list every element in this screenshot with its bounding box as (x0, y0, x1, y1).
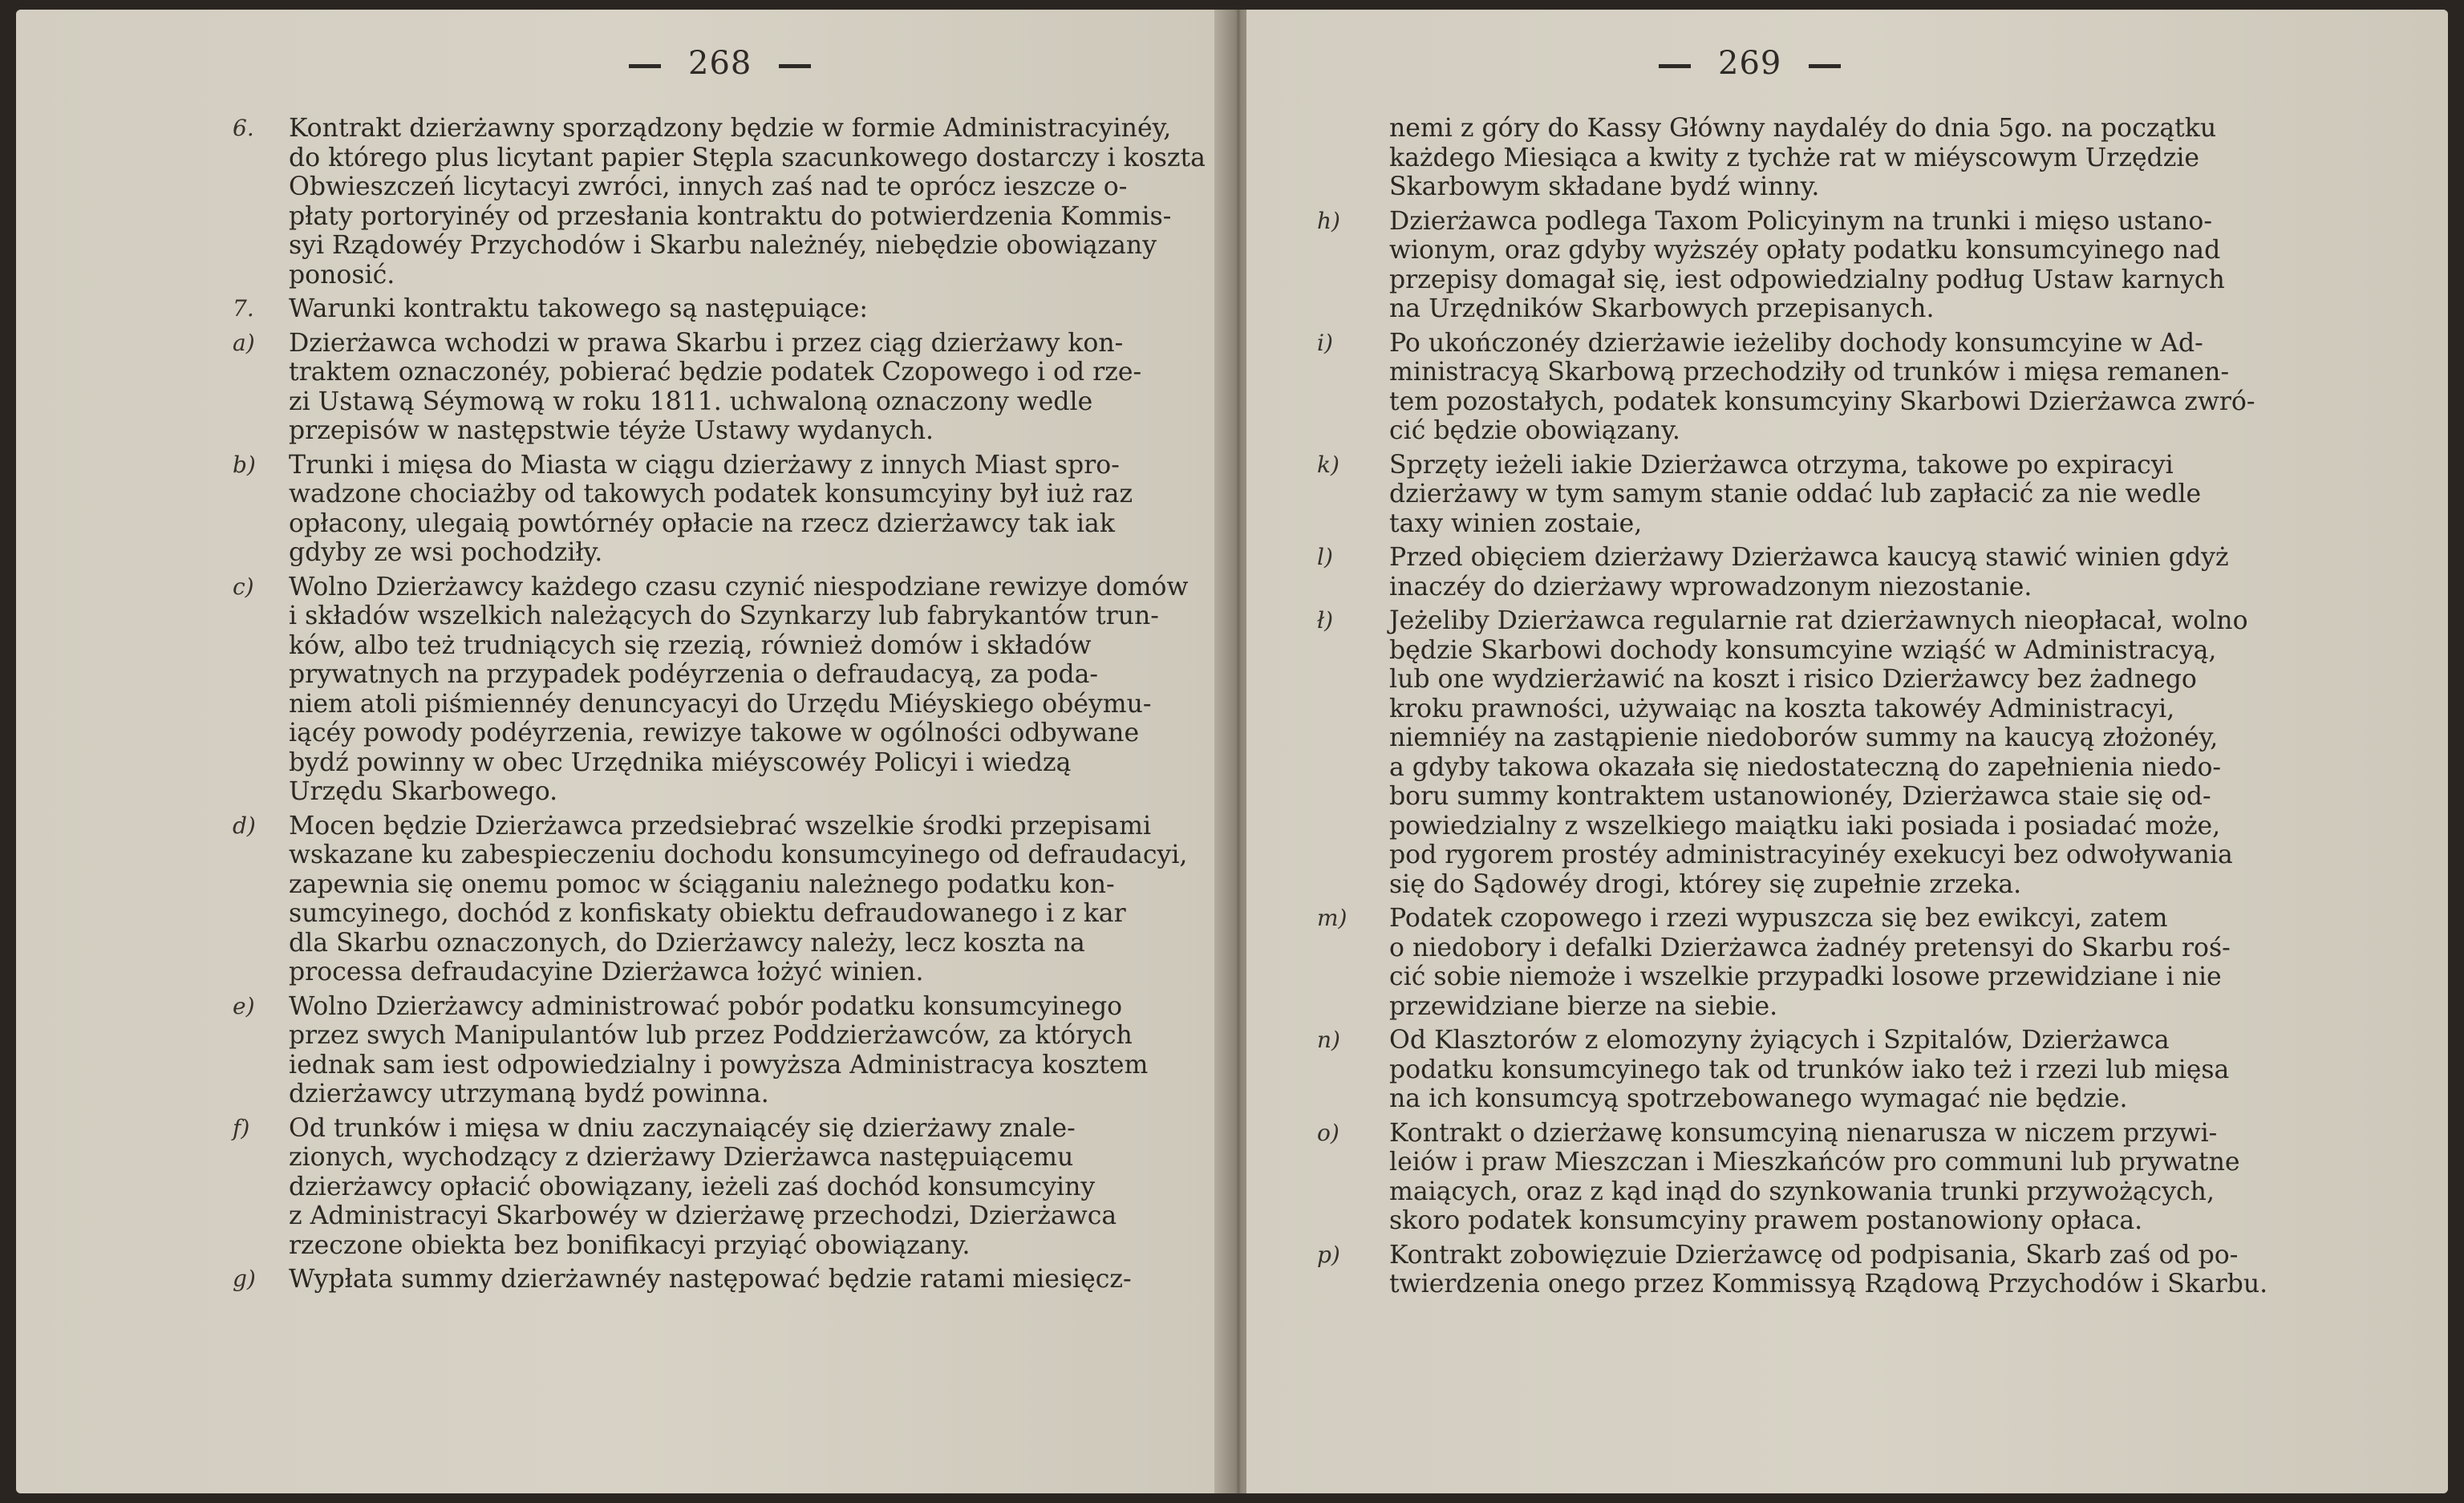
text-line: ministracyą Skarbową przechodziły od trunków i mięsa remanen- (1389, 358, 2230, 387)
text-line: Kontrakt zobowięzuie Dzierżawcę od podpisania, Skarb zaś od po- (1389, 1240, 2239, 1270)
text-line: rzeczone obiekta bez bonifikacyi przyiąć obowiązany. (289, 1230, 971, 1260)
paragraph (1317, 606, 2360, 899)
text-line: dzierżawy w tym samym stanie oddać lub zapłacić za nie wedle (1389, 480, 2202, 508)
paragraph (1389, 114, 2360, 202)
paragraph (1317, 206, 2360, 324)
paragraph-marker: p) (1317, 1241, 1340, 1268)
text-line: ponosić. (289, 260, 395, 290)
paragraph-marker: e) (233, 992, 255, 1019)
text-line: Przed obięciem dzierżawy Dzierżawca kaucyą stawić winien gdyż (1389, 543, 2229, 572)
text-line: przez swych Manipulantów lub przez Poddzierżawców, za których (289, 1021, 1133, 1050)
text-line: pod rygorem prostéy administracyinéy exekucyi bez odwoływania (1389, 841, 2233, 869)
text-line: zapewnia się onemu pomoc w ściąganiu należnego podatku kon- (289, 869, 1115, 899)
right-page-number (1631, 45, 1868, 82)
paragraph (233, 991, 1251, 1109)
text-line: kroku prawności, używaiąc na koszta takowéy Administracyi, (1389, 694, 2175, 723)
text-line: Warunki kontraktu takowego są następuiące: (289, 294, 869, 323)
text-line: dla Skarbu oznaczonych, do Dzierżawcy należy, lecz koszta na (289, 928, 1085, 958)
text-line: zionych, wychodzący z dzierżawy Dzierżawca następuiącemu (289, 1143, 1074, 1172)
text-line: Kontrakt o dzierżawę konsumcyiną nienarusza w niczem przywi- (1389, 1118, 2218, 1148)
text-line: Wolno Dzierżawcy administrować pobór podatku konsumcyinego (289, 991, 1123, 1021)
paragraph-marker: f) (233, 1114, 250, 1141)
text-line: a gdyby takowa okazała się niedostateczną do zapełnienia niedo- (1389, 752, 2222, 782)
paragraph (1317, 1240, 2360, 1299)
paragraph-marker: k) (1317, 451, 1339, 478)
text-line: Obwieszczeń licytacyi zwróci, innych zaś nad te oprócz ieszcze o- (289, 172, 1128, 201)
paragraph (233, 450, 1251, 568)
text-line: opłacony, ulegaią powtórnéy opłacie na rzecz dzierżawcy tak iak (289, 508, 1115, 538)
paragraph-marker: o) (1317, 1119, 1339, 1146)
text-line: twierdzenia onego przez Kommissyą Rządową Przychodów i Skarbu. (1389, 1270, 2268, 1298)
text-line: traktem oznaczonéy, pobierać będzie podatek Czopowego i od rze- (289, 358, 1142, 387)
paragraph (233, 1265, 1251, 1294)
text-line: Dzierżawca wchodzi w prawa Skarbu i przez ciąg dzierżawy kon- (289, 328, 1124, 358)
text-line: cić będzie obowiązany. (1389, 416, 1680, 445)
text-line: na Urzędników Skarbowych przepisanych. (1389, 294, 1935, 323)
text-line: taxy winien zostaie, (1389, 508, 1643, 538)
text-line: Wolno Dzierżawcy każdego czasu czynić niespodziane rewizye domów (289, 572, 1189, 602)
text-line: z Administracyi Skarbowéy w dzierżawę przechodzi, Dzierżawca (289, 1201, 1117, 1230)
paragraph (1317, 904, 2360, 1021)
paragraph-marker: b) (233, 451, 256, 478)
text-line: wskazane ku zabespieczeniu dochodu konsumcyinego od defraudacyi, (289, 841, 1188, 869)
text-line: Skarbowym składane bydź winny. (1389, 172, 1820, 201)
text-line: maiących, oraz z kąd inąd do szynkowania trunki przywożących, (1389, 1177, 2215, 1206)
text-line: Urzędu Skarbowego. (289, 777, 558, 806)
text-line: Od trunków i mięsa w dniu zaczynaiącéy się dzierżawy znale- (289, 1113, 1076, 1143)
text-line: Po ukończonéy dzierżawie ieżeliby dochody konsumcyine w Ad- (1389, 328, 2203, 358)
paragraph-marker: 7. (233, 295, 254, 322)
text-line: każdego Miesiąca a kwity z tychże rat w miéyscowym Urzędzie (1389, 143, 2200, 172)
text-line: się do Sądowéy drogi, którey się zupełnie zrzeka. (1389, 869, 2022, 899)
paragraph-marker: d) (233, 812, 256, 839)
text-line: i składów wszelkich należących do Szynkarzy lub fabrykantów trun- (289, 602, 1159, 630)
text-line: Podatek czopowego i rzezi wypuszcza się bez ewikcyi, zatem (1389, 904, 2168, 933)
text-line: do którego plus licytant papier Stępla szacunkowego dostarczy i koszta (289, 143, 1206, 172)
text-line: dzierżawcy opłacić obowiązany, ieżeli zaś dochód konsumcyiny (289, 1172, 1096, 1201)
left-page-text (233, 114, 1251, 1299)
paragraph (233, 572, 1251, 807)
text-line: bydź powinny w obec Urzędnika miéyscowéy Policyi i wiedzą (289, 747, 1072, 777)
paragraph-marker: l) (1317, 544, 1333, 570)
text-line: powiedzialny z wszelkiego maiątku iaki posiada i posiadać może, (1389, 811, 2221, 841)
paragraph (1317, 450, 2360, 539)
dash-decoration (1809, 64, 1841, 68)
dash-decoration (779, 64, 811, 68)
text-line: iącéy powody podéyrzenia, rewizye takowe w ogólności odbywane (289, 719, 1140, 747)
paragraph (233, 294, 1251, 324)
paragraph (1317, 1118, 2360, 1236)
paragraph-marker: ł) (1317, 607, 1334, 634)
text-line: dzierżawcy utrzymaną bydź powinna. (289, 1080, 769, 1108)
text-line: o niedobory i defalki Dzierżawca żadnéy pretensyi do Skarbu roś- (1389, 933, 2231, 962)
text-line: leiów i praw Mieszczan i Mieszkańców pro communi lub prywatne (1389, 1148, 2240, 1177)
text-line: Sprzęty ieżeli iakie Dzierżawca otrzyma, takowe po expiracyi (1389, 450, 2174, 480)
text-line: Kontrakt dzierżawny sporządzony będzie w formie Administracyinéy, (289, 114, 1172, 143)
text-line: ków, albo też trudniących się rzezią, również domów i składów (289, 630, 1092, 660)
paragraph (1317, 1026, 2360, 1114)
text-line: inaczéy do dzierżawy wprowadzonym niezostanie. (1389, 572, 2032, 602)
dash-decoration (1659, 64, 1691, 68)
left-page-number-text: 268 (688, 45, 752, 82)
right-page-text (1317, 114, 2360, 1304)
text-line: prywatnych na przypadek podéyrzenia o defraudacyą, za poda- (289, 660, 1099, 689)
paragraph (1317, 328, 2360, 446)
text-line: Mocen będzie Dzierżawca przedsiebrać wszelkie środki przepisami (289, 811, 1152, 841)
paragraph-marker: n) (1317, 1027, 1340, 1053)
text-line: sumcyinego, dochód z konfiskaty obiektu defraudowanego i z kar (289, 899, 1126, 928)
text-line: przepisy domagał się, iest odpowiedzialny podług Ustaw karnych (1389, 265, 2225, 294)
left-page (16, 10, 1230, 1493)
text-line: płaty portoryinéy od przesłania kontraktu do potwierdzenia Kommis- (289, 201, 1172, 231)
text-line: syi Rządowéy Przychodów i Skarbu należnéy, niebędzie obowiązany (289, 231, 1157, 260)
text-line: wadzone chociażby od takowych podatek konsumcyiny był iuż raz (289, 480, 1133, 508)
paragraph (233, 114, 1251, 290)
text-line: iednak sam iest odpowiedzialny i powyższa Administracya kosztem (289, 1050, 1149, 1080)
text-line: boru summy kontraktem ustanowionéy, Dzierżawca staie się od- (1389, 782, 2211, 811)
text-line: lub one wydzierżawić na koszt i risico Dzierżawcy bez żadnego (1389, 665, 2197, 694)
paragraph-marker: c) (233, 573, 254, 600)
text-line: na ich konsumcyą spotrzebowanego wymagać nie będzie. (1389, 1084, 2128, 1113)
text-line: podatku konsumcyinego tak od trunków iako też i rzezi lub mięsa (1389, 1055, 2230, 1084)
book-spread (16, 10, 2448, 1493)
text-line: przepisów w następstwie téyże Ustawy wydanych. (289, 416, 934, 445)
text-line: tem pozostałych, podatek konsumcyiny Skarbowi Dzierżawca zwró- (1389, 387, 2255, 416)
text-line: niem atoli piśmiennéy denuncyacyi do Urzędu Miéyskiego obéymu- (289, 689, 1152, 719)
text-line: skoro podatek konsumcyiny prawem postanowiony opłaca. (1389, 1206, 2143, 1235)
paragraph-marker: h) (1317, 207, 1340, 234)
paragraph-marker: 6. (233, 115, 254, 141)
text-line: nemi z góry do Kassy Główny naydaléy do dnia 5go. na początku (1389, 114, 2217, 143)
text-line: przewidziane bierze na siebie. (1389, 991, 1778, 1021)
paragraph-marker: g) (233, 1266, 256, 1292)
text-line: cić sobie niemoże i wszelkie przypadki losowe przewidziane i nie (1389, 962, 2222, 991)
text-line: gdyby ze wsi pochodziły. (289, 538, 603, 567)
paragraph-marker: a) (233, 329, 255, 356)
text-line: Od Klasztorów z elomozyny żyiących i Szpitalów, Dzierżawca (1389, 1026, 2170, 1055)
text-line: Wypłata summy dzierżawnéy następować będzie ratami miesięcz- (289, 1265, 1132, 1294)
text-line: będzie Skarbowi dochody konsumcyine wziąść w Administracyą, (1389, 635, 2217, 665)
right-page-number-text: 269 (1718, 45, 1782, 82)
right-page (1246, 10, 2448, 1493)
paragraph-marker: i) (1317, 329, 1333, 356)
text-line: Dzierżawca podlega Taxom Policyinym na trunki i mięso ustano- (1389, 206, 2212, 236)
paragraph (1317, 543, 2360, 602)
text-line: niemniéy na zastąpienie niedoborów summy na kaucyą złożonéy, (1389, 723, 2219, 752)
paragraph-marker: m) (1317, 905, 1348, 931)
paragraph (233, 1113, 1251, 1261)
text-line: Trunki i mięsa do Miasta w ciągu dzierżawy z innych Miast spro- (289, 450, 1120, 480)
text-line: wionym, oraz gdyby wyższéy opłaty podatku konsumcyinego nad (1389, 236, 2221, 265)
text-line: Jeżeliby Dzierżawca regularnie rat dzierżawnych nieopłacał, wolno (1389, 606, 2248, 635)
text-line: zi Ustawą Séymową w roku 1811. uchwaloną oznaczony wedle (289, 387, 1093, 416)
left-page-number (602, 45, 838, 82)
dash-decoration (629, 64, 661, 68)
text-line: processa defraudacyine Dzierżawca łożyć winien. (289, 958, 924, 986)
paragraph (233, 328, 1251, 446)
paragraph (233, 811, 1251, 987)
